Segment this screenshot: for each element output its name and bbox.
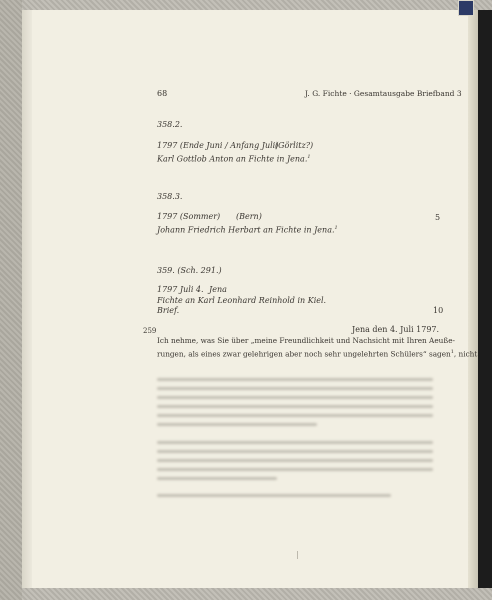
entry-place: Jena [209,285,227,294]
book-binding [0,0,22,600]
book-cover-bottom [22,588,492,600]
line-number-10: 10 [433,306,444,315]
entry-number: 358.3. [157,192,183,201]
entry-correspondents: Johann Friedrich Herbart an Fichte in Jena.$^1$ [157,225,338,235]
page-edge-left [22,10,32,588]
letter-dateline: Jena den 4. Juli 1797. [352,325,440,334]
entry-number: 358.2. [157,120,183,129]
dark-background-edge [478,10,492,588]
entry-type: Brief. [157,306,180,315]
running-title: J. G. Fichte · Gesamtausgabe Briefband 3 [305,89,462,98]
entry-correspondents: Fichte an Karl Leonhard Reinhold in Kiel. [157,296,327,305]
entry-date: 1797 (Sommer) [157,212,221,221]
entry-number: 359. (Sch. 291.) [157,266,222,275]
page-number: 68 [157,89,168,98]
entry-place: (Bern) [236,212,262,221]
book-cover-top [22,0,492,10]
letter-text-line: rungen, als eines zwar gelehrigen aber noch sehr ungelehrten Schülers“ sagen$^1$, nicht [157,349,478,359]
line-number-5: 5 [435,213,441,222]
entry-place: (Görlitz?) [275,141,314,150]
page-divider-mark [297,551,298,559]
margin-page-reference: 259 [143,327,157,335]
letter-text-line: Ich nehme, was Sie über „meine Freundlichkeit und Nachsicht mit Ihren Aeuße- [157,336,456,345]
entry-date: 1797 (Ende Juni / Anfang Juli) [157,141,279,150]
page-edge-right [468,10,478,588]
entry-date: 1797 Juli 4. [157,285,204,294]
entry-correspondents: Karl Gottlob Anton an Fichte in Jena.$^1$ [157,154,311,164]
bookmark-tab [458,0,474,16]
